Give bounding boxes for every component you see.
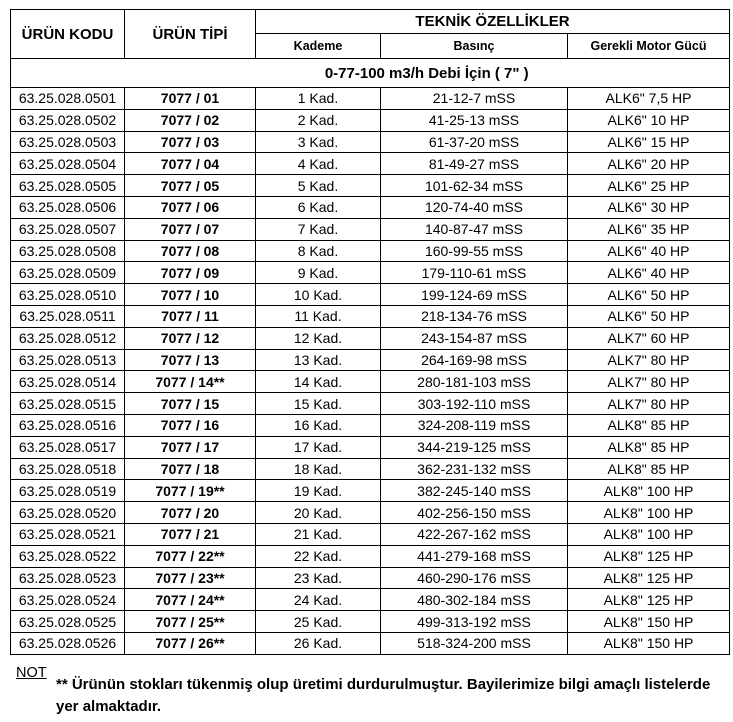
flow-group-title: 0-77-100 m3/h Debi İçin ( 7" ) xyxy=(125,59,730,88)
cell-product-code: 63.25.028.0521 xyxy=(11,523,125,545)
cell-product-type: 7077 / 22** xyxy=(125,545,256,567)
table-row xyxy=(11,393,730,415)
table-row xyxy=(11,284,730,306)
cell-pressure: 382-245-140 mSS xyxy=(381,480,568,502)
cell-motor-power: ALK6" 40 HP xyxy=(568,262,730,284)
cell-motor-power: ALK8" 125 HP xyxy=(568,545,730,567)
cell-product-type: 7077 / 26** xyxy=(125,632,256,654)
cell-product-type: 7077 / 13 xyxy=(125,349,256,371)
table-row xyxy=(11,196,730,218)
cell-stage: 2 Kad. xyxy=(256,109,381,131)
cell-product-type: 7077 / 16 xyxy=(125,414,256,436)
cell-product-code: 63.25.028.0519 xyxy=(11,480,125,502)
cell-stage: 26 Kad. xyxy=(256,632,381,654)
header-product-type: ÜRÜN TİPİ xyxy=(125,10,256,59)
cell-motor-power: ALK7" 80 HP xyxy=(568,349,730,371)
cell-product-code: 63.25.028.0523 xyxy=(11,567,125,589)
cell-motor-power: ALK6" 40 HP xyxy=(568,240,730,262)
cell-product-type: 7077 / 02 xyxy=(125,109,256,131)
cell-pressure: 101-62-34 mSS xyxy=(381,175,568,197)
table-row xyxy=(11,175,730,197)
cell-stage: 16 Kad. xyxy=(256,414,381,436)
cell-pressure: 402-256-150 mSS xyxy=(381,502,568,524)
cell-motor-power: ALK6" 7,5 HP xyxy=(568,88,730,110)
cell-pressure: 280-181-103 mSS xyxy=(381,371,568,393)
cell-motor-power: ALK8" 150 HP xyxy=(568,611,730,633)
cell-product-code: 63.25.028.0510 xyxy=(11,284,125,306)
cell-motor-power: ALK8" 85 HP xyxy=(568,436,730,458)
cell-pressure: 422-267-162 mSS xyxy=(381,523,568,545)
header-motor-power: Gerekli Motor Gücü xyxy=(568,34,730,59)
cell-stage: 23 Kad. xyxy=(256,567,381,589)
cell-motor-power: ALK8" 125 HP xyxy=(568,589,730,611)
pump-spec-table xyxy=(10,9,730,655)
cell-motor-power: ALK6" 20 HP xyxy=(568,153,730,175)
cell-product-code: 63.25.028.0522 xyxy=(11,545,125,567)
cell-motor-power: ALK6" 35 HP xyxy=(568,218,730,240)
cell-product-code: 63.25.028.0505 xyxy=(11,175,125,197)
table-row xyxy=(11,327,730,349)
cell-stage: 15 Kad. xyxy=(256,393,381,415)
cell-pressure: 218-134-76 mSS xyxy=(381,305,568,327)
cell-product-code: 63.25.028.0517 xyxy=(11,436,125,458)
cell-product-type: 7077 / 18 xyxy=(125,458,256,480)
cell-stage: 21 Kad. xyxy=(256,523,381,545)
cell-product-type: 7077 / 21 xyxy=(125,523,256,545)
cell-pressure: 499-313-192 mSS xyxy=(381,611,568,633)
cell-motor-power: ALK6" 10 HP xyxy=(568,109,730,131)
cell-product-type: 7077 / 09 xyxy=(125,262,256,284)
cell-pressure: 140-87-47 mSS xyxy=(381,218,568,240)
cell-motor-power: ALK8" 85 HP xyxy=(568,458,730,480)
cell-motor-power: ALK6" 15 HP xyxy=(568,131,730,153)
cell-pressure: 81-49-27 mSS xyxy=(381,153,568,175)
header-pressure: Basınç xyxy=(381,34,568,59)
cell-product-code: 63.25.028.0513 xyxy=(11,349,125,371)
table-row xyxy=(11,502,730,524)
cell-stage: 17 Kad. xyxy=(256,436,381,458)
cell-pressure: 199-124-69 mSS xyxy=(381,284,568,306)
cell-product-code: 63.25.028.0515 xyxy=(11,393,125,415)
table-row xyxy=(11,480,730,502)
cell-stage: 25 Kad. xyxy=(256,611,381,633)
cell-product-code: 63.25.028.0503 xyxy=(11,131,125,153)
cell-motor-power: ALK8" 125 HP xyxy=(568,567,730,589)
cell-product-code: 63.25.028.0509 xyxy=(11,262,125,284)
cell-pressure: 441-279-168 mSS xyxy=(381,545,568,567)
cell-motor-power: ALK6" 50 HP xyxy=(568,305,730,327)
cell-product-code: 63.25.028.0501 xyxy=(11,88,125,110)
cell-motor-power: ALK6" 30 HP xyxy=(568,196,730,218)
table-row xyxy=(11,589,730,611)
cell-motor-power: ALK7" 80 HP xyxy=(568,393,730,415)
cell-pressure: 243-154-87 mSS xyxy=(381,327,568,349)
cell-product-code: 63.25.028.0504 xyxy=(11,153,125,175)
cell-product-code: 63.25.028.0507 xyxy=(11,218,125,240)
cell-product-code: 63.25.028.0525 xyxy=(11,611,125,633)
cell-motor-power: ALK6" 50 HP xyxy=(568,284,730,306)
cell-motor-power: ALK6" 25 HP xyxy=(568,175,730,197)
table-row xyxy=(11,567,730,589)
group-spacer xyxy=(11,59,125,88)
table-row xyxy=(11,371,730,393)
cell-pressure: 179-110-61 mSS xyxy=(381,262,568,284)
cell-motor-power: ALK8" 100 HP xyxy=(568,523,730,545)
cell-product-type: 7077 / 20 xyxy=(125,502,256,524)
cell-product-code: 63.25.028.0514 xyxy=(11,371,125,393)
cell-stage: 22 Kad. xyxy=(256,545,381,567)
cell-product-type: 7077 / 14** xyxy=(125,371,256,393)
cell-product-type: 7077 / 11 xyxy=(125,305,256,327)
cell-pressure: 362-231-132 mSS xyxy=(381,458,568,480)
cell-product-type: 7077 / 05 xyxy=(125,175,256,197)
table-row xyxy=(11,88,730,110)
cell-product-type: 7077 / 19** xyxy=(125,480,256,502)
cell-stage: 14 Kad. xyxy=(256,371,381,393)
cell-pressure: 303-192-110 mSS xyxy=(381,393,568,415)
cell-pressure: 61-37-20 mSS xyxy=(381,131,568,153)
cell-stage: 10 Kad. xyxy=(256,284,381,306)
cell-product-type: 7077 / 10 xyxy=(125,284,256,306)
cell-product-type: 7077 / 08 xyxy=(125,240,256,262)
cell-product-code: 63.25.028.0508 xyxy=(11,240,125,262)
cell-motor-power: ALK7" 60 HP xyxy=(568,327,730,349)
cell-product-type: 7077 / 15 xyxy=(125,393,256,415)
cell-product-code: 63.25.028.0502 xyxy=(11,109,125,131)
cell-product-code: 63.25.028.0506 xyxy=(11,196,125,218)
table-row xyxy=(11,436,730,458)
cell-product-code: 63.25.028.0518 xyxy=(11,458,125,480)
cell-pressure: 460-290-176 mSS xyxy=(381,567,568,589)
cell-pressure: 120-74-40 mSS xyxy=(381,196,568,218)
cell-pressure: 344-219-125 mSS xyxy=(381,436,568,458)
table-row xyxy=(11,218,730,240)
cell-pressure: 518-324-200 mSS xyxy=(381,632,568,654)
cell-motor-power: ALK8" 100 HP xyxy=(568,480,730,502)
cell-product-code: 63.25.028.0511 xyxy=(11,305,125,327)
cell-product-type: 7077 / 23** xyxy=(125,567,256,589)
table-row xyxy=(11,545,730,567)
cell-motor-power: ALK8" 85 HP xyxy=(568,414,730,436)
table-body xyxy=(11,59,730,655)
cell-pressure: 480-302-184 mSS xyxy=(381,589,568,611)
cell-motor-power: ALK7" 80 HP xyxy=(568,371,730,393)
cell-product-type: 7077 / 17 xyxy=(125,436,256,458)
cell-stage: 7 Kad. xyxy=(256,218,381,240)
table-row xyxy=(11,109,730,131)
cell-pressure: 324-208-119 mSS xyxy=(381,414,568,436)
cell-stage: 13 Kad. xyxy=(256,349,381,371)
cell-product-type: 7077 / 06 xyxy=(125,196,256,218)
cell-stage: 24 Kad. xyxy=(256,589,381,611)
table-row xyxy=(11,611,730,633)
note-text: ** Ürünün stokları tükenmiş olup üretimi durdurulmuştur. Bayilerimize bilgi amaçlı listelerde yer almaktadır. xyxy=(56,676,711,715)
cell-product-type: 7077 / 25** xyxy=(125,611,256,633)
cell-stage: 1 Kad. xyxy=(256,88,381,110)
cell-motor-power: ALK8" 150 HP xyxy=(568,632,730,654)
cell-product-type: 7077 / 04 xyxy=(125,153,256,175)
table-row xyxy=(11,262,730,284)
cell-stage: 18 Kad. xyxy=(256,458,381,480)
cell-stage: 19 Kad. xyxy=(256,480,381,502)
header-stage: Kademe xyxy=(256,34,381,59)
note-label: NOT xyxy=(16,665,47,681)
header-product-code: ÜRÜN KODU xyxy=(11,10,125,59)
cell-stage: 6 Kad. xyxy=(256,196,381,218)
cell-stage: 9 Kad. xyxy=(256,262,381,284)
table-row xyxy=(11,458,730,480)
cell-product-type: 7077 / 01 xyxy=(125,88,256,110)
table-row xyxy=(11,523,730,545)
table-row xyxy=(11,632,730,654)
cell-stage: 5 Kad. xyxy=(256,175,381,197)
cell-motor-power: ALK8" 100 HP xyxy=(568,502,730,524)
cell-product-code: 63.25.028.0512 xyxy=(11,327,125,349)
cell-product-code: 63.25.028.0524 xyxy=(11,589,125,611)
table-row xyxy=(11,414,730,436)
table-row xyxy=(11,153,730,175)
cell-pressure: 21-12-7 mSS xyxy=(381,88,568,110)
table-row xyxy=(11,240,730,262)
cell-product-type: 7077 / 12 xyxy=(125,327,256,349)
cell-stage: 20 Kad. xyxy=(256,502,381,524)
cell-stage: 4 Kad. xyxy=(256,153,381,175)
cell-pressure: 160-99-55 mSS xyxy=(381,240,568,262)
table-row xyxy=(11,305,730,327)
cell-product-type: 7077 / 03 xyxy=(125,131,256,153)
cell-pressure: 41-25-13 mSS xyxy=(381,109,568,131)
cell-product-code: 63.25.028.0520 xyxy=(11,502,125,524)
cell-stage: 8 Kad. xyxy=(256,240,381,262)
table-row xyxy=(11,131,730,153)
cell-product-code: 63.25.028.0516 xyxy=(11,414,125,436)
cell-stage: 12 Kad. xyxy=(256,327,381,349)
cell-stage: 11 Kad. xyxy=(256,305,381,327)
header-technical-specs: TEKNİK ÖZELLİKLER xyxy=(256,10,730,34)
table-row xyxy=(11,349,730,371)
cell-stage: 3 Kad. xyxy=(256,131,381,153)
cell-product-code: 63.25.028.0526 xyxy=(11,632,125,654)
cell-product-type: 7077 / 07 xyxy=(125,218,256,240)
cell-product-type: 7077 / 24** xyxy=(125,589,256,611)
cell-pressure: 264-169-98 mSS xyxy=(381,349,568,371)
